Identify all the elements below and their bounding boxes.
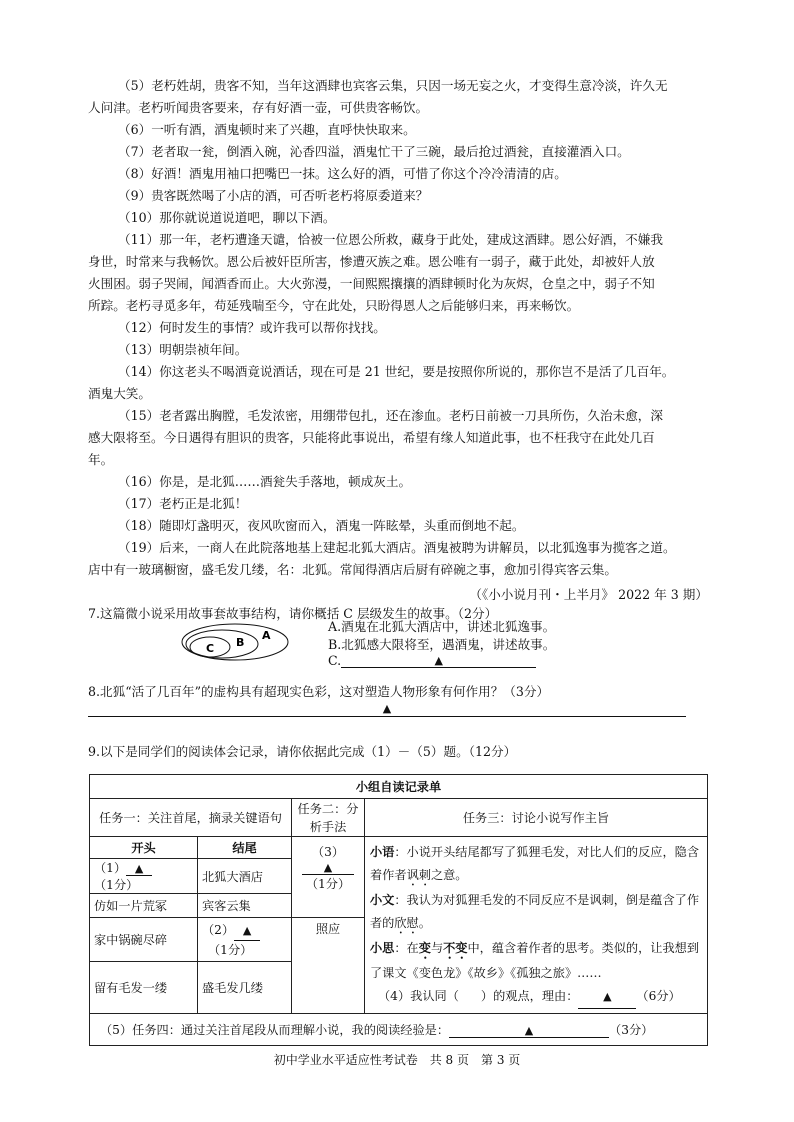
xiaowen-comment: 小文：我认为对狐狸毛发的不同反应不是讽刺，倒是蕴含了作者的欣慰。 [370, 893, 700, 930]
layer-b-ellipse [186, 630, 258, 658]
story-source: （《小小说月刊・上半月》 2022 年 3 期） [469, 587, 708, 602]
para-18: （18）随即灯盏明灭，夜风吹窗而入，酒鬼一阵眩晕，头重而倒地不起。 [118, 518, 525, 533]
xiaoyu-emphasis: 讽刺 [406, 868, 431, 882]
xiaoyu-name: 小语 [370, 845, 395, 859]
para-14-line-1: （14）你这老头不喝酒竟说酒话，现在可是 21 世纪，要是按照你所说的，那你岂不是活了几百年。 [118, 364, 675, 379]
row1-ending: 北狐大酒店 [198, 859, 292, 894]
para-5-line-2: 人问津。老朽听闻贵客要来，存有好酒一壶，可供贵客畅饮。 [88, 100, 429, 115]
layer-c-label: C [206, 642, 215, 655]
reading-record-table [89, 774, 708, 1046]
para-15-line-3: 年。 [88, 452, 114, 467]
xiaowen-emphasis: 欣慰 [394, 916, 419, 930]
q9-1-answer-blank[interactable] [126, 862, 152, 876]
para-14-line-2: 酒鬼大笑。 [88, 386, 151, 401]
q7-option-c [328, 652, 536, 668]
q7-option-a: A.酒鬼在北狐大酒店中，讲述北狐逸事。 [328, 619, 556, 634]
question-9: 9.以下是同学们的阅读体会记录，请你依据此完成（1）－（5）题。（12分） [88, 744, 517, 759]
para-19-line-2: 店中有一玻璃橱窗，盛毛发几缕，名：北狐。常闻得酒店后厨有碎碗之事，愈加引得宾客云集。 [88, 562, 617, 577]
task-4-row: （5）任务四：通过关注首尾段从而理解小说，我的阅读经验是： ▲ （3分） [90, 1014, 708, 1046]
para-15-line-1: （15）老者露出胸膛，毛发浓密，用绷带包扎，还在渗血。老朽日前被一刀具所伤，久治未愈，深 [118, 408, 663, 423]
row1-opening: （1） ▲（1分） [90, 859, 198, 894]
para-19-line-1: （19）后来，一商人在此院落地基上建起北狐大酒店。酒鬼被聘为讲解员，以北狐逸事为揽客之道。 [118, 540, 676, 555]
para-16: （16）你是，是北狐……酒瓮失手落地，顿成灰土。 [118, 474, 412, 489]
row2-ending: 宾客云集 [198, 894, 292, 918]
para-7: （7）老者取一瓮，倒酒入碗，沁香四溢，酒鬼忙干了三碗，最后抢过酒瓮，直接灌酒入口。 [118, 144, 630, 159]
q9-4-prompt: （4）我认同（ ）的观点，理由： ▲ （6分） [370, 985, 702, 1009]
task-2-header: 任务二：分析手法 [292, 799, 365, 837]
xiaowen-name: 小文 [370, 893, 395, 907]
layer-a-label: A [262, 629, 271, 642]
q9-5-answer-blank[interactable] [449, 1024, 609, 1038]
technique-echo: 照应 [292, 918, 365, 1014]
q9-3-answer-blank[interactable] [302, 861, 354, 875]
q9-3-score: （1分） [305, 877, 351, 891]
q9-2-answer-blank[interactable] [234, 922, 260, 941]
para-15-line-2: 感大限将至。今日遇得有胆识的贵客，只能将此事说出，希望有缘人知道此事，也不枉我守在此处几百 [88, 430, 655, 445]
answer-triangle-icon: ▲ [603, 990, 612, 1003]
task-1-header: 任务一：关注首尾，摘录关键语句 [90, 799, 292, 837]
q8-answer-blank[interactable] [88, 702, 686, 717]
task-3-discussion [365, 837, 708, 1014]
question-7: 7.这篇微小说采用故事套故事结构，请你概括 C 层级发生的故事。（2分） [88, 606, 498, 621]
col-header-opening: 开头 [90, 837, 198, 859]
row3-ending: （2） ▲ （1分） [198, 918, 292, 962]
para-11-line-1: （11）那一年，老朽遭逢天谴，恰被一位恩公所救，藏身于此处，建成这酒肆。恩公好酒，不嫌我 [118, 232, 663, 247]
xiaoyu-comment: 小语：小说开头结尾都写了狐狸毛发，对比人们的反应，隐含着作者讽刺之意。 [370, 845, 700, 882]
para-6: （6）一听有酒，酒鬼顿时来了兴趣，直呼快快取来。 [118, 122, 416, 137]
answer-triangle-icon: ▲ [434, 654, 443, 667]
xiaosi-comment: 小思：在变与不变中，蕴含着作者的思考。类似的，让我想到了课文《变色龙》《故乡》《孤独之旅》…… [370, 941, 700, 980]
row2-opening: 仿如一片荒冢 [90, 894, 198, 918]
answer-triangle-icon: ▲ [134, 862, 144, 875]
q9-4-answer-blank[interactable] [578, 985, 636, 1009]
q7-option-b: B.北狐感大限将至，遇酒鬼，讲述故事。 [328, 637, 556, 652]
col-header-ending: 结尾 [198, 837, 292, 859]
para-11-line-4: 所踪。老朽寻觅多年，苟延残喘至今，守在此处，只盼得恩人之后能够归来，再来畅饮。 [88, 298, 580, 313]
para-17: （17）老朽正是北狐！ [118, 496, 248, 511]
answer-triangle-icon: ▲ [323, 861, 333, 874]
question-8: 8.北狐“活了几百年”的虚构具有超现实色彩，这对塑造人物形象有何作用？（3分） [88, 684, 550, 699]
para-8: （8）好酒！酒鬼用袖口把嘴巴一抹。这么好的酒，可惜了你这个冷冷清清的店。 [118, 166, 567, 181]
page-footer: 初中学业水平适应性考试卷 共 8 页 第 3 页 [273, 1053, 521, 1067]
task-3-header: 任务三：讨论小说写作主旨 [365, 799, 708, 837]
row4-ending: 盛毛发几缕 [198, 962, 292, 1014]
row4-opening: 留有毛发一缕 [90, 962, 198, 1014]
xiaosi-emphasis-change: 变 [418, 941, 431, 955]
xiaosi-name: 小思 [370, 941, 395, 955]
para-11-line-3: 火围困。弱子哭闹，闻酒香而止。大火弥漫，一间熙熙攘攘的酒肆顿时化为灰烬，仓皇之中，弱子不知 [88, 276, 655, 291]
para-9: （9）贵客既然喝了小店的酒，可否听老朽将原委道来？ [118, 188, 429, 203]
q7-answer-blank[interactable] [341, 652, 536, 668]
para-10: （10）那你就说道说道吧，聊以下酒。 [118, 210, 336, 225]
row3-opening: 家中锅碗尽碎 [90, 918, 198, 962]
q9-3-label: （3） [311, 845, 345, 859]
nested-story-diagram [180, 622, 290, 662]
q9-3-cell [292, 837, 365, 918]
table-title: 小组自读记录单 [90, 775, 708, 799]
layer-b-label: B [236, 636, 245, 649]
para-5-line-1: （5）老朽姓胡，贵客不知，当年这酒肆也宾客云集，只因一场无妄之火，才变得生意冷淡，许久无 [118, 78, 668, 93]
answer-triangle-icon: ▲ [524, 1024, 534, 1037]
para-12: （12）何时发生的事情？或许我可以帮你找找。 [118, 320, 386, 335]
answer-triangle-icon: ▲ [242, 923, 252, 937]
para-13: （13）明朝崇祯年间。 [118, 342, 248, 357]
para-11-line-2: 身世，时常来与我畅饮。恩公后被奸臣所害，惨遭灭族之难。恩公唯有一弱子，藏于此处，却被奸人放 [88, 254, 655, 269]
q7-option-c-label: C. [328, 653, 342, 668]
xiaosi-emphasis-unchanged: 不变 [443, 941, 468, 955]
answer-triangle-icon: ▲ [382, 702, 392, 715]
